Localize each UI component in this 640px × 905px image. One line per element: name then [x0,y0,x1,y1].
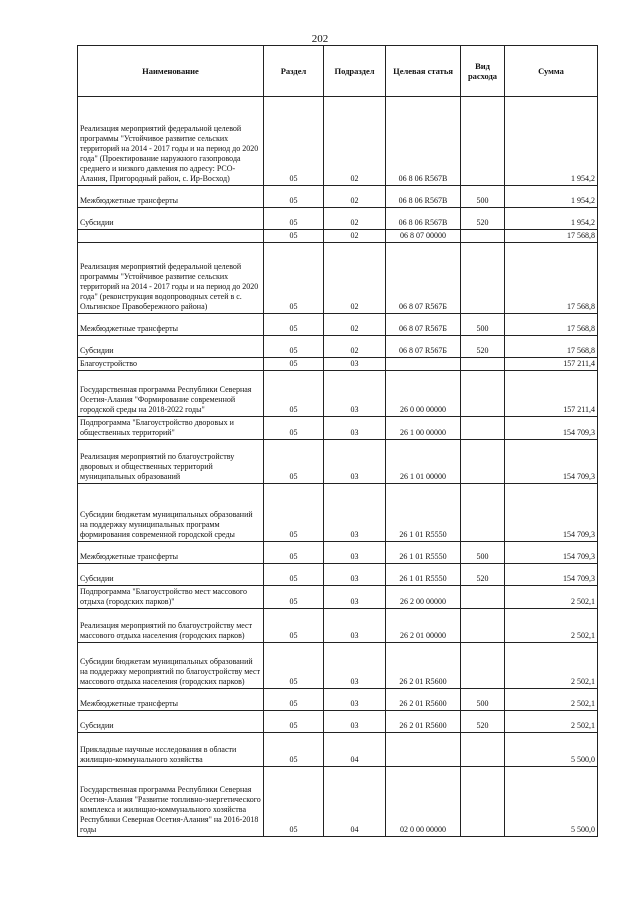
cell-type [461,643,505,689]
cell-section: 05 [264,230,324,243]
cell-type [461,733,505,767]
cell-name: Государственная программа Республики Северная Осетия-Алания "Формирование современной городской среды на 2018-2022 годы" [78,371,264,417]
table-row [78,208,598,230]
header-amount: Сумма [505,46,598,97]
cell-section: 05 [264,208,324,230]
cell-section: 05 [264,542,324,564]
cell-name: Субсидии бюджетам муниципальных образований на поддержку мероприятий по благоустройству мест массового отдыха населения (городских парков) [78,643,264,689]
cell-type [461,371,505,417]
cell-amount: 5 500,0 [505,733,598,767]
cell-subsection: 04 [324,767,386,837]
table-row [78,371,598,417]
cell-amount: 154 709,3 [505,484,598,542]
cell-section: 05 [264,371,324,417]
cell-amount: 17 568,8 [505,314,598,336]
cell-subsection: 02 [324,208,386,230]
cell-article: 06 8 06 R567В [386,208,461,230]
table-row [78,767,598,837]
cell-article: 06 8 06 R567В [386,97,461,186]
cell-amount: 2 502,1 [505,609,598,643]
table-row [78,440,598,484]
table-row [78,711,598,733]
cell-amount: 154 709,3 [505,564,598,586]
cell-article: 06 8 07 R567Б [386,336,461,358]
cell-name: Субсидии бюджетам муниципальных образований на поддержку муниципальных программ формирования современной городской среды [78,484,264,542]
cell-type [461,586,505,609]
cell-section: 05 [264,186,324,208]
cell-subsection: 03 [324,586,386,609]
cell-subsection: 04 [324,733,386,767]
cell-type [461,440,505,484]
table-row [78,314,598,336]
cell-section: 05 [264,358,324,371]
cell-section: 05 [264,733,324,767]
cell-type [461,767,505,837]
cell-amount: 5 500,0 [505,767,598,837]
cell-amount: 154 709,3 [505,542,598,564]
cell-subsection: 03 [324,440,386,484]
table-row [78,542,598,564]
table-row [78,230,598,243]
cell-subsection: 03 [324,542,386,564]
header-name: Наименование [78,46,264,97]
table-row [78,643,598,689]
cell-type [461,230,505,243]
cell-article: 26 2 00 00000 [386,586,461,609]
cell-section: 05 [264,484,324,542]
cell-name: Подпрограмма "Благоустройство дворовых и общественных территорий" [78,417,264,440]
cell-section: 05 [264,586,324,609]
cell-name: Межбюджетные трансферты [78,542,264,564]
cell-amount: 2 502,1 [505,643,598,689]
cell-article: 26 1 01 00000 [386,440,461,484]
cell-subsection: 03 [324,417,386,440]
cell-section: 05 [264,767,324,837]
cell-name: Реализация мероприятий федеральной целевой программы "Устойчивое развитие сельских территорий на 2014 - 2017 годы и на период до 2020 года" (Проектирование наружного газопровода среднего и низкого давления по адресу: РСО-Алания, Пригородный район, с. Ир-Восход) [78,97,264,186]
cell-article [386,358,461,371]
table-row [78,689,598,711]
cell-amount: 17 568,8 [505,230,598,243]
cell-subsection: 03 [324,371,386,417]
cell-amount: 1 954,2 [505,97,598,186]
cell-type: 520 [461,208,505,230]
cell-type: 500 [461,689,505,711]
cell-article: 26 1 00 00000 [386,417,461,440]
cell-amount: 154 709,3 [505,417,598,440]
cell-article: 26 1 01 R5550 [386,542,461,564]
cell-amount: 157 211,4 [505,358,598,371]
cell-subsection: 02 [324,186,386,208]
cell-article: 26 1 01 R5550 [386,484,461,542]
cell-amount: 1 954,2 [505,208,598,230]
cell-name: Реализация мероприятий по благоустройству мест массового отдыха населения (городских парков) [78,609,264,643]
cell-section: 05 [264,314,324,336]
cell-section: 05 [264,689,324,711]
cell-name: Подпрограмма "Благоустройство мест массового отдыха (городских парков)" [78,586,264,609]
cell-amount: 157 211,4 [505,371,598,417]
header-subsection: Подраздел [324,46,386,97]
table-row [78,358,598,371]
cell-name: Межбюджетные трансферты [78,314,264,336]
cell-article: 26 2 01 R5600 [386,711,461,733]
header-section: Раздел [264,46,324,97]
cell-type [461,243,505,314]
cell-name: Субсидии [78,564,264,586]
cell-name: Субсидии [78,208,264,230]
table-row [78,97,598,186]
table-header-row [78,46,598,97]
cell-name [78,230,264,243]
cell-section: 05 [264,643,324,689]
cell-section: 05 [264,243,324,314]
cell-section: 05 [264,417,324,440]
cell-type: 500 [461,186,505,208]
cell-subsection: 03 [324,358,386,371]
cell-section: 05 [264,711,324,733]
table-row [78,586,598,609]
cell-article: 26 2 01 00000 [386,609,461,643]
cell-subsection: 02 [324,243,386,314]
header-expense-type: Вид расхода [461,46,505,97]
cell-amount: 2 502,1 [505,689,598,711]
table-body [78,97,598,837]
cell-subsection: 03 [324,609,386,643]
cell-article: 26 2 01 R5600 [386,643,461,689]
cell-name: Благоустройство [78,358,264,371]
cell-subsection: 02 [324,97,386,186]
cell-name: Межбюджетные трансферты [78,186,264,208]
cell-article: 26 1 01 R5550 [386,564,461,586]
table-row [78,564,598,586]
cell-type: 500 [461,542,505,564]
cell-section: 05 [264,97,324,186]
cell-name: Межбюджетные трансферты [78,689,264,711]
cell-name: Государственная программа Республики Северная Осетия-Алания "Развитие топливно-энергетического комплекса и жилищно-коммунального хозяйства Республики Северная Осетия-Алания" на 2016-2018 годы [78,767,264,837]
cell-name: Реализация мероприятий по благоустройству дворовых и общественных территорий муниципальных образований [78,440,264,484]
cell-type: 520 [461,564,505,586]
cell-article: 06 8 06 R567В [386,186,461,208]
cell-type [461,97,505,186]
cell-article [386,733,461,767]
cell-type [461,609,505,643]
cell-type [461,484,505,542]
cell-name: Субсидии [78,711,264,733]
cell-subsection: 02 [324,314,386,336]
table-row [78,243,598,314]
cell-amount: 154 709,3 [505,440,598,484]
cell-subsection: 03 [324,689,386,711]
cell-section: 05 [264,440,324,484]
table-row [78,186,598,208]
table-row [78,417,598,440]
cell-article: 06 8 07 00000 [386,230,461,243]
cell-type: 500 [461,314,505,336]
cell-article: 26 2 01 R5600 [386,689,461,711]
cell-name: Субсидии [78,336,264,358]
cell-subsection: 03 [324,711,386,733]
cell-section: 05 [264,609,324,643]
cell-subsection: 03 [324,484,386,542]
cell-article: 02 0 00 00000 [386,767,461,837]
table-row [78,733,598,767]
page-number: 202 [311,33,329,45]
header-article: Целевая статья [386,46,461,97]
cell-article: 06 8 07 R567Б [386,243,461,314]
cell-subsection: 02 [324,230,386,243]
cell-type: 520 [461,711,505,733]
cell-name: Прикладные научные исследования в области жилищно-коммунального хозяйства [78,733,264,767]
cell-article: 26 0 00 00000 [386,371,461,417]
table-row [78,484,598,542]
table-row [78,609,598,643]
cell-type [461,358,505,371]
cell-amount: 17 568,8 [505,243,598,314]
cell-name: Реализация мероприятий федеральной целевой программы "Устойчивое развитие сельских территорий на 2014 - 2017 годы и на период до 2020 года" (реконструкция водопроводных сетей в с. Ольгинское Правобережного района) [78,243,264,314]
cell-amount: 2 502,1 [505,711,598,733]
cell-subsection: 02 [324,336,386,358]
cell-type: 520 [461,336,505,358]
cell-amount: 2 502,1 [505,586,598,609]
cell-subsection: 03 [324,643,386,689]
cell-section: 05 [264,564,324,586]
budget-table [77,45,598,837]
cell-amount: 17 568,8 [505,336,598,358]
cell-amount: 1 954,2 [505,186,598,208]
cell-subsection: 03 [324,564,386,586]
cell-article: 06 8 07 R567Б [386,314,461,336]
cell-section: 05 [264,336,324,358]
cell-type [461,417,505,440]
table-row [78,336,598,358]
